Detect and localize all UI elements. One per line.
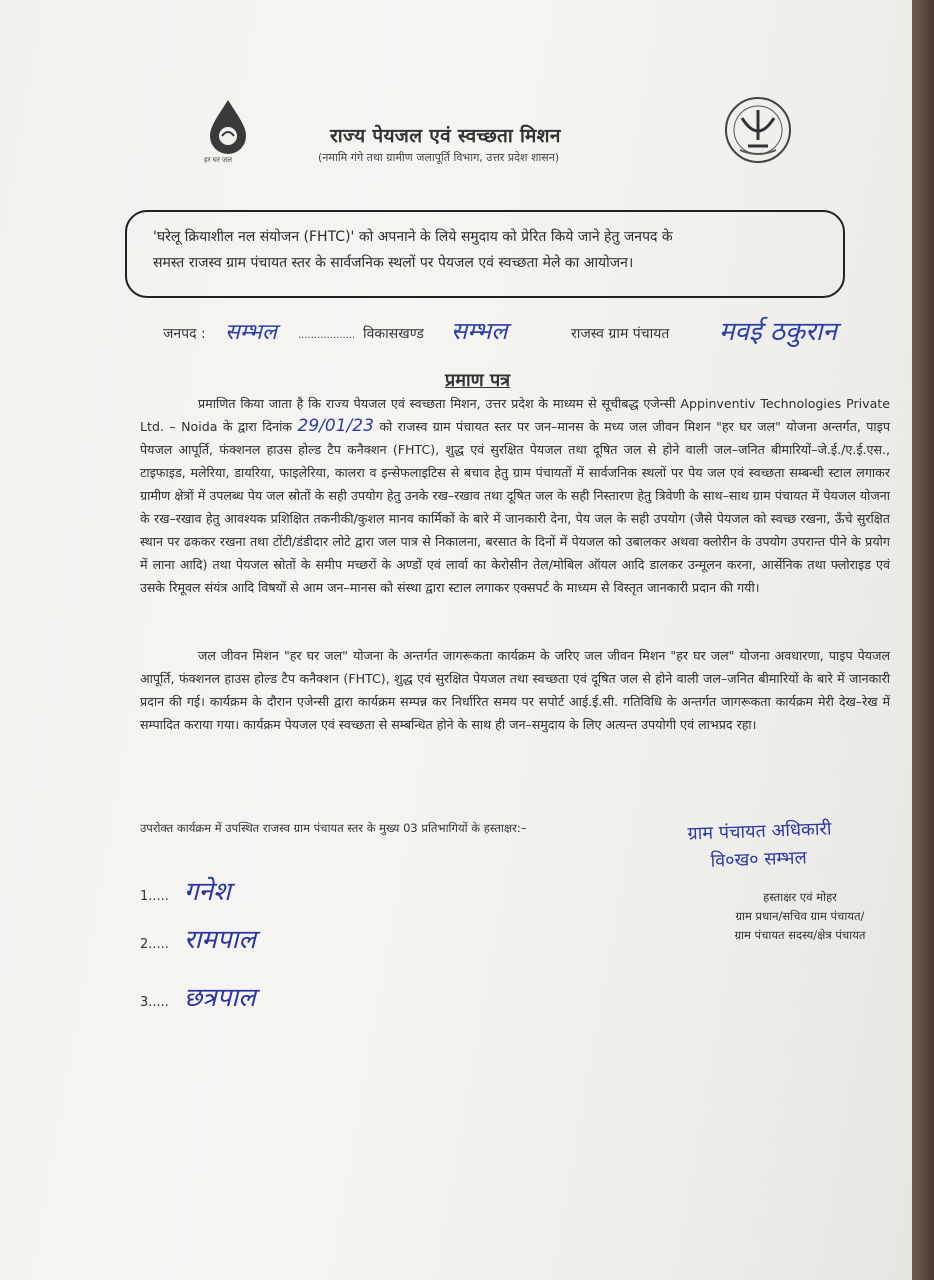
stamp-line-2: वि०ख० सम्भल [710, 847, 808, 872]
participant-signature-1 [140, 872, 231, 908]
block-value: सम्भल [451, 317, 508, 345]
event-banner [125, 210, 845, 298]
signature-name: रामपाल [184, 925, 257, 955]
signature-number: 3..... [140, 995, 169, 1010]
certificate-title: प्रमाण पत्र [445, 370, 511, 391]
district-label: जनपद : [163, 326, 206, 342]
para1-part-a: प्रमाणित किया जाता है कि राज्य पेयजल एवं स्वच्छता मिशन, उत्तर प्रदेश के माध्यम से सूचीबद्ध एजेन्सी Appinventiv Technologies Private Ltd. – Noida के द्वारा दिनांक [140, 396, 890, 434]
officer-line-3: ग्राम पंचायत सदस्य/क्षेत्र पंचायत [734, 928, 866, 942]
svg-text:हर घर जल: हर घर जल [204, 156, 232, 164]
up-government-emblem-icon [722, 88, 794, 168]
panchayat-label: राजस्व ग्राम पंचायत [571, 326, 670, 342]
signature-intro: उपरोक्त कार्यक्रम में उपस्थित राजस्व ग्राम पंचायत स्तर के मुख्य 03 प्रतिभागियों के हस्ताक्षर:– [140, 821, 527, 835]
block-label: विकासखण्ड [363, 326, 424, 342]
officer-line-1: हस्ताक्षर एवं मोहर [763, 890, 837, 904]
banner-line-1: 'घरेलू क्रियाशील नल संयोजन (FHTC)' को अपनाने के लिये समुदाय को प्रेरित किये जाने हेतु जनपद के [153, 229, 673, 245]
panchayat-value: मवई ठकुरान [719, 317, 837, 347]
signature-number: 1..... [140, 889, 169, 904]
participant-signature-2 [140, 920, 256, 956]
certificate-paragraph-2 [140, 644, 890, 736]
signature-name: छत्रपाल [184, 983, 256, 1013]
officer-line-2: ग्राम प्रधान/सचिव ग्राम पंचायत/ [735, 909, 865, 923]
water-drop-logo-icon [200, 96, 270, 168]
participant-signature-3 [140, 978, 256, 1014]
para1-part-b: को राजस्व ग्राम पंचायत स्तर पर जन–मानस के मध्य जल जीवन मिशन "हर घर जल" योजना अन्तर्गत, पाइप पेयजल आपूर्ति, फंक्शनल हाउस होल्ड टैप कनैक्शन (FHTC), शुद्ध एवं सुरक्षित पेयजल तथा दूषित जल से होने वाली जल–जनित बीमारियों–जे.ई./ए.ई.एस., टाइफाइड, मलेरिया, डायरिया, फाइलेरिया, कालरा व इन्सेफलाइटिस से बचाव हेतु ग्राम पंचायतों में सार्वजनिक स्थलों पर पेय जल एवं स्वच्छता सम्बन्धी स्टाल लगाकर ग्रामीण क्षेत्रों में उपलब्ध पेय जल स्रोतों के सही उपयोग हेतु उनके रख–रखाव तथा दूषित जल के सही निस्तारण हेतु त्रिवेणी के साथ–साथ ग्राम पंचायत में पेयजल योजना के रख–रखाव हेतु आवश्यक प्रशिक्षित तकनीकी/कुशल मानव कार्मिकों के बारे में जानकारी देना, पेय जल के सही उपयोग (जैसे पेयजल को स्वच्छ रखना, ऊँचे सुरक्षित स्थान पर ढककर रखना तथा टोंटी/डंडीदार लोटे द्वारा जल पात्र से निकालना, बरसात के दिनों में पेयजल को उबालकर अथवा क्लोरीन के उपयोग उपरान्त पीने के प्रयोग में लाना आदि) तथा पेयजल स्रोतों के समीप मच्छरों के अण्डों एवं लार्वा का केरोसीन तेल/मोबिल ऑयल आदि डालकर उन्मूलन करना, आर्सेनिक तथा फ्लोराइड एवं उसके रिमूवल संयंत्र आदि विषयों से आम जन–मानस को संस्था द्वारा स्टाल लगाकर एक्सपर्ट के माध्यम से विस्तृत जानकारी प्रदान की गयी। [140, 419, 890, 595]
signature-name: गनेश [184, 877, 231, 907]
signature-number: 2..... [140, 937, 169, 952]
stamp-line-1: ग्राम पंचायत अधिकारी [687, 818, 832, 845]
department-subtitle: (नमामि गंगे तथा ग्रामीण जलापूर्ति विभाग, उत्तर प्रदेश शासन) [318, 151, 560, 164]
location-row [163, 312, 883, 356]
officer-stamp [687, 816, 833, 877]
officer-designation [700, 888, 900, 945]
background-edge [912, 0, 934, 1280]
banner-line-2: समस्त राजस्व ग्राम पंचायत स्तर के सार्वजनिक स्थलों पर पेयजल एवं स्वच्छता मेले का आयोजन। [153, 255, 634, 271]
para2-text: जल जीवन मिशन "हर घर जल" योजना के अन्तर्गत जागरूकता कार्यक्रम के जरिए जल जीवन मिशन "हर घर जल" योजना अवधारणा, पाइप पेयजल आपूर्ति, फंक्शनल हाउस होल्ड टैप कनैक्शन (FHTC), शुद्ध एवं सुरक्षित पेयजल तथा स्वच्छता एवं दूषित जल से होने वाली जल–जनित बीमारियों के बारे में जानकारी प्रदान की गई। कार्यक्रम के दौरान एजेन्सी द्वारा कार्यक्रम सम्पन्न कर निर्धारित समय पर सपोर्ट आई.ई.सी. गतिविधि के अन्तर्गत जागरूकता कार्यक्रम मेरी देख–रेख में सम्पादित कराया गया। कार्यक्रम पेयजल एवं स्वच्छता से सम्बन्धित होने के साथ ही जन–समुदाय के लिए अत्यन्त उपयोगी एवं लाभप्रद रहा। [140, 648, 890, 732]
district-value: सम्भल [225, 320, 277, 345]
event-date: 29/01/23 [297, 416, 374, 436]
certificate-paragraph-1 [140, 392, 890, 599]
dotted-leader: .................. [298, 330, 356, 341]
mission-title: राज्य पेयजल एवं स्वच्छता मिशन [330, 125, 561, 147]
